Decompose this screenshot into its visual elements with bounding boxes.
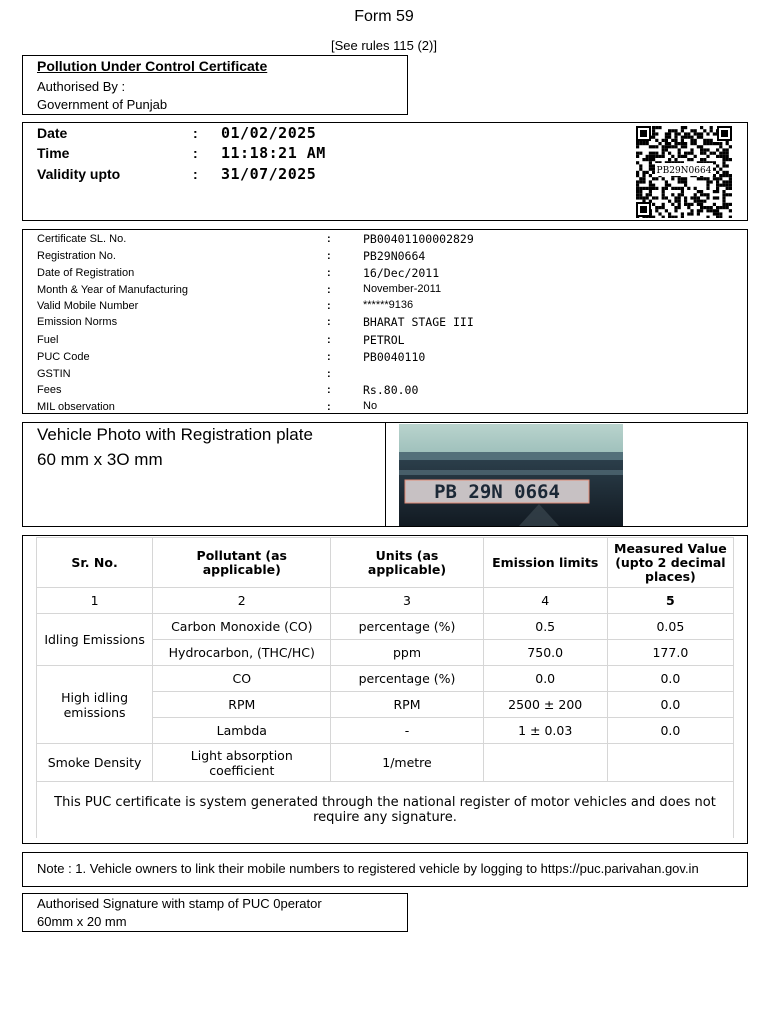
detail-label: Date of Registration — [37, 267, 135, 279]
time-label: Time — [37, 145, 70, 161]
mobile-link-note: Note : 1. Vehicle owners to link their mobile numbers to registered vehicle by logging to https://puc.parivahan.gov.in — [37, 861, 699, 876]
measured-cell: 177.0 — [607, 640, 733, 666]
detail-label: MIL observation — [37, 401, 115, 413]
limit-cell: 1 ± 0.03 — [483, 718, 607, 744]
detail-value: PETROL — [363, 333, 405, 347]
system-generated-note-row — [37, 782, 734, 839]
limit-cell — [483, 744, 607, 782]
form-title: Form 59 — [354, 8, 414, 25]
table-row — [37, 744, 734, 782]
photo-divider — [385, 423, 386, 526]
certificate-title: Pollution Under Control Certificate — [37, 58, 268, 74]
signature-box — [22, 893, 408, 932]
detail-colon: : — [327, 384, 331, 396]
time-colon: : — [193, 145, 198, 161]
group-smoke-density: Smoke Density — [37, 744, 153, 782]
measured-cell: 0.0 — [607, 666, 733, 692]
detail-colon: : — [327, 368, 331, 380]
detail-label: Fees — [37, 384, 62, 396]
group-idling: Idling Emissions — [37, 614, 153, 666]
note-box — [22, 852, 748, 887]
pollutant-cell: Light absorption coefficient — [153, 744, 331, 782]
measured-cell — [607, 744, 733, 782]
detail-colon: : — [327, 351, 331, 363]
pollutant-cell: RPM — [153, 692, 331, 718]
authority-name: Government of Punjab — [37, 97, 168, 112]
unit-cell: RPM — [331, 692, 483, 718]
detail-colon: : — [327, 334, 331, 346]
limit-cell: 0.0 — [483, 666, 607, 692]
unit-cell: percentage (%) — [331, 614, 483, 640]
column-number-row — [37, 588, 734, 614]
date-label: Date — [37, 125, 68, 141]
pollutant-cell: Lambda — [153, 718, 331, 744]
detail-label: Certificate SL. No. — [37, 233, 127, 245]
detail-colon: : — [327, 316, 331, 328]
limit-cell: 0.5 — [483, 614, 607, 640]
col-number: 3 — [331, 588, 483, 614]
detail-label: Month & Year of Manufacturing — [37, 284, 189, 296]
detail-value: November-2011 — [363, 283, 442, 295]
col-number: 4 — [483, 588, 607, 614]
validity-value: 31/07/2025 — [221, 165, 317, 183]
vehicle-photo-box — [22, 422, 748, 527]
qr-registration-label: PB29N0664 — [656, 166, 712, 176]
detail-value: Rs.80.00 — [363, 383, 419, 397]
detail-colon: : — [327, 284, 331, 296]
detail-value: 16/Dec/2011 — [363, 266, 440, 280]
detail-colon: : — [327, 267, 331, 279]
unit-cell: ppm — [331, 640, 483, 666]
date-colon: : — [193, 125, 198, 141]
measured-cell: 0.05 — [607, 614, 733, 640]
limit-cell: 2500 ± 200 — [483, 692, 607, 718]
pollutant-cell: Carbon Monoxide (CO) — [153, 614, 331, 640]
certificate-header-box — [22, 55, 408, 115]
col-number: 2 — [153, 588, 331, 614]
header-emission-limits: Emission limits — [483, 538, 607, 588]
photo-caption-line1: Vehicle Photo with Registration plate — [37, 425, 313, 444]
table-row — [37, 614, 734, 640]
detail-value: No — [363, 400, 378, 412]
measured-cell: 0.0 — [607, 692, 733, 718]
vehicle-plate-photo — [399, 424, 623, 526]
unit-cell: - — [331, 718, 483, 744]
detail-colon: : — [327, 401, 331, 413]
header-sr-no: Sr. No. — [37, 538, 153, 588]
header-measured-value: Measured Value (upto 2 decimal places) — [607, 538, 733, 588]
detail-label: PUC Code — [37, 351, 90, 363]
col-number: 1 — [37, 588, 153, 614]
pollutant-cell: Hydrocarbon, (THC/HC) — [153, 640, 331, 666]
table-header-row — [37, 538, 734, 588]
detail-colon: : — [327, 250, 331, 262]
emission-table — [36, 537, 734, 838]
emission-table-box — [22, 535, 748, 844]
detail-label: Valid Mobile Number — [37, 300, 139, 312]
col-number: 5 — [607, 588, 733, 614]
table-row — [37, 666, 734, 692]
vehicle-details-box — [22, 229, 748, 414]
detail-colon: : — [327, 300, 331, 312]
validity-label: Validity upto — [37, 166, 121, 182]
detail-value: ******9136 — [363, 299, 414, 311]
header-units: Units (as applicable) — [331, 538, 483, 588]
pollutant-cell: CO — [153, 666, 331, 692]
date-value: 01/02/2025 — [221, 124, 317, 142]
header-pollutant: Pollutant (as applicable) — [153, 538, 331, 588]
detail-label: Emission Norms — [37, 316, 118, 328]
unit-cell: percentage (%) — [331, 666, 483, 692]
detail-value: BHARAT STAGE III — [363, 315, 474, 329]
rules-reference: [See rules 115 (2)] — [331, 38, 437, 53]
detail-colon: : — [327, 233, 331, 245]
detail-label: Fuel — [37, 334, 59, 346]
unit-cell: 1/metre — [331, 744, 483, 782]
validity-box — [22, 122, 748, 221]
detail-label: GSTIN — [37, 368, 71, 380]
validity-colon: : — [193, 166, 198, 182]
time-value: 11:18:21 AM — [221, 144, 326, 162]
group-high-idling: High idling emissions — [37, 666, 153, 744]
measured-cell: 0.0 — [607, 718, 733, 744]
detail-value: PB00401100002829 — [363, 232, 474, 246]
detail-label: Registration No. — [37, 250, 116, 262]
limit-cell: 750.0 — [483, 640, 607, 666]
qr-code-image — [635, 125, 733, 218]
signature-size: 60mm x 20 mm — [37, 914, 127, 929]
detail-value: PB0040110 — [363, 350, 426, 364]
authorised-by-label: Authorised By : — [37, 79, 126, 94]
plate-text: PB 29N 0664 — [434, 481, 560, 503]
photo-caption-line2: 60 mm x 3O mm — [37, 450, 163, 469]
system-generated-note: This PUC certificate is system generated through the national register of motor vehicles and does not require any signature. — [37, 782, 734, 839]
detail-value: PB29N0664 — [363, 249, 426, 263]
signature-label: Authorised Signature with stamp of PUC 0perator — [37, 896, 322, 911]
